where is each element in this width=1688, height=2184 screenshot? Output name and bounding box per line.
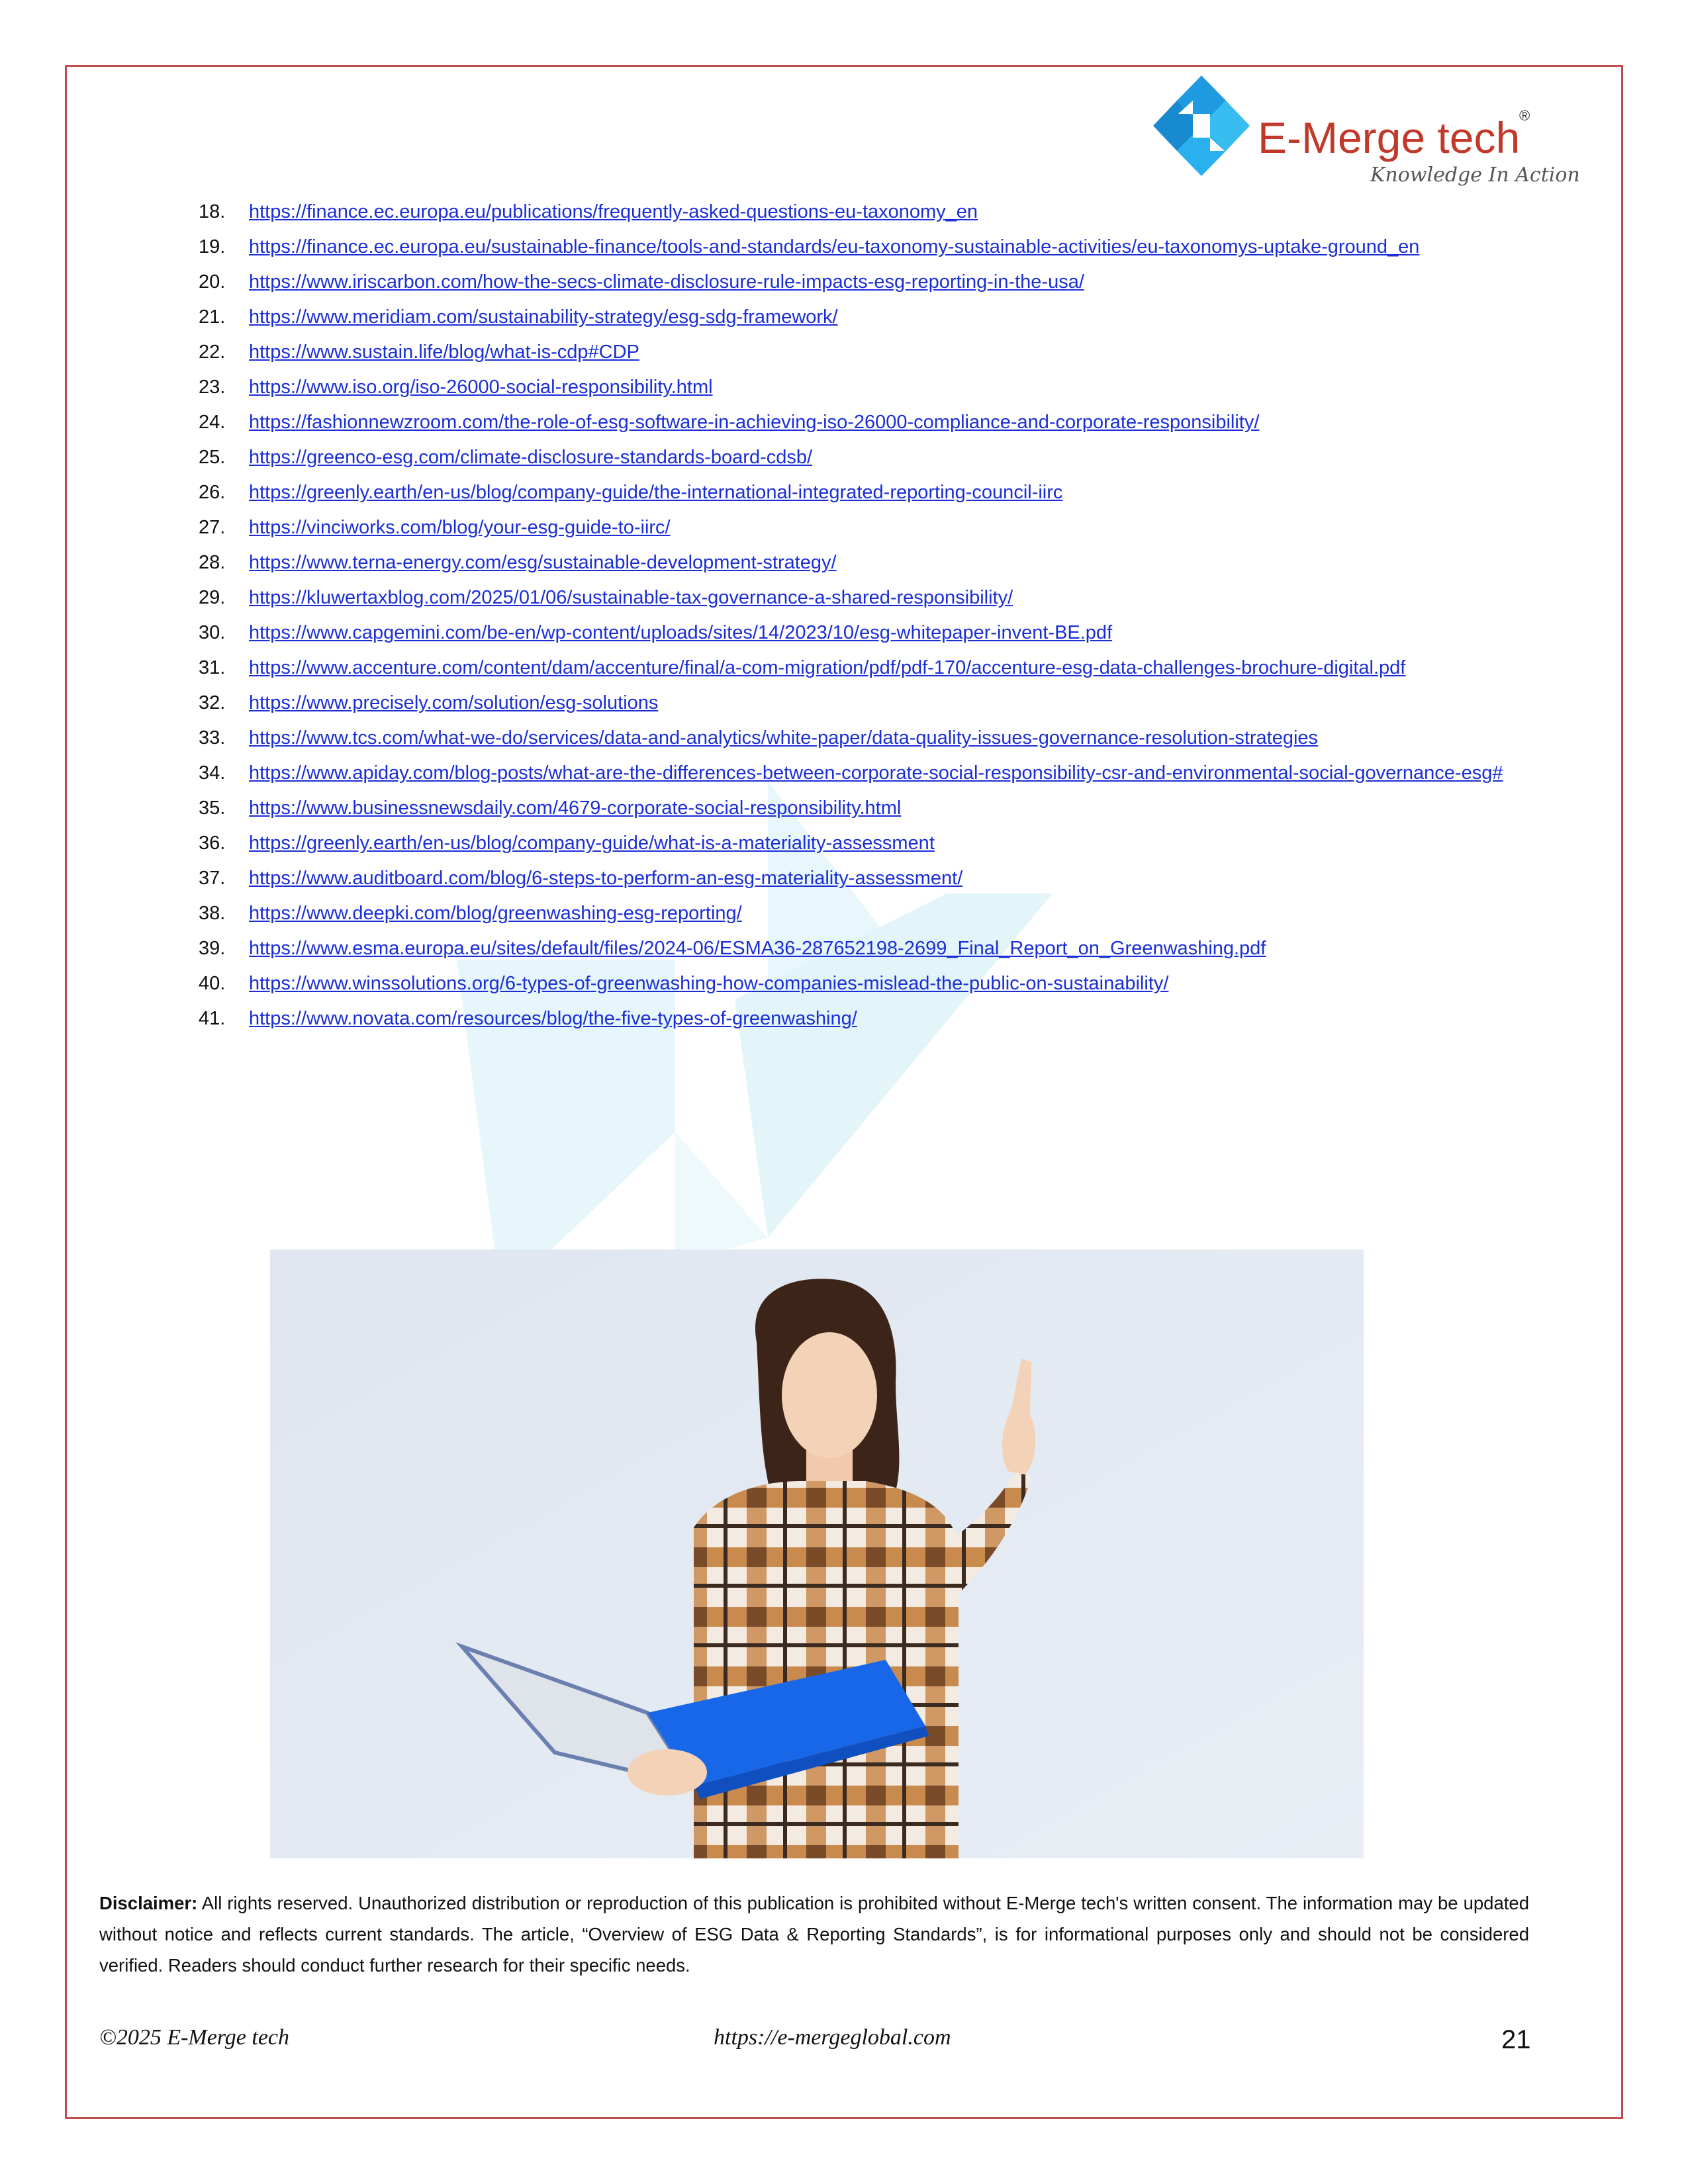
reference-item [199,479,1536,506]
reference-link[interactable]: https://www.capgemini.com/be-en/wp-content/uploads/sites/14/2023/10/esg-whitepaper-invent-BE.pdf [249,622,1113,643]
reference-item [199,304,1536,330]
disclaimer-label: Disclaimer: [99,1893,198,1913]
reference-link[interactable]: https://greenly.earth/en-us/blog/company-guide/what-is-a-materiality-assessment [249,833,935,854]
reference-link[interactable]: https://www.sustain.life/blog/what-is-cdp#CDP [249,341,639,363]
reference-number: 30. [199,622,226,643]
reference-link[interactable]: https://www.apiday.com/blog-posts/what-are-the-differences-between-corporate-social-responsibility-csr-and-environmental-social-governance-esg# [249,762,1503,784]
disclaimer [99,1888,1529,1981]
logo-registered-mark: ® [1519,107,1530,124]
reference-number: 33. [199,727,226,749]
reference-link[interactable]: https://greenly.earth/en-us/blog/company-guide/the-international-integrated-reporting-council-iirc [249,482,1063,503]
reference-item [199,514,1536,541]
reference-item [199,234,1536,260]
woman-with-folder-photo [270,1250,1364,1858]
reference-item [199,549,1536,576]
reference-link[interactable]: https://www.auditboard.com/blog/6-steps-to-perform-an-esg-materiality-assessment/ [249,868,963,889]
reference-item [199,760,1536,786]
reference-number: 24. [199,412,226,433]
reference-number: 27. [199,517,226,538]
reference-link[interactable]: https://kluwertaxblog.com/2025/01/06/sustainable-tax-governance-a-shared-responsibility/ [249,587,1013,608]
reference-item [199,935,1536,962]
reference-link[interactable]: https://fashionnewzroom.com/the-role-of-esg-software-in-achieving-iso-26000-compliance-and-corporate-responsibility/ [249,412,1260,433]
reference-number: 37. [199,868,226,889]
reference-link[interactable]: https://www.terna-energy.com/esg/sustainable-development-strategy/ [249,552,837,573]
reference-link[interactable]: https://www.precisely.com/solution/esg-solutions [249,692,659,713]
reference-item [199,725,1536,751]
reference-number: 31. [199,657,226,678]
reference-number: 35. [199,797,226,819]
reference-number: 19. [199,236,226,257]
reference-link[interactable]: https://www.meridiam.com/sustainability-strategy/esg-sdg-framework/ [249,306,838,328]
reference-item [199,900,1536,927]
reference-link[interactable]: https://greenco-esg.com/climate-disclosure-standards-board-cdsb/ [249,447,813,468]
reference-number: 29. [199,587,226,608]
reference-number: 36. [199,833,226,854]
reference-link[interactable]: https://finance.ec.europa.eu/sustainable-finance/tools-and-standards/eu-taxonomy-sustainable-activities/eu-taxonomys-uptake-ground_en [249,236,1420,257]
reference-item [199,584,1536,611]
reference-item [199,339,1536,365]
reference-item [199,444,1536,471]
reference-link[interactable]: https://www.deepki.com/blog/greenwashing-esg-reporting/ [249,903,742,924]
reference-item [199,830,1536,856]
reference-item [199,865,1536,891]
reference-item [199,795,1536,821]
reference-link[interactable]: https://www.businessnewsdaily.com/4679-corporate-social-responsibility.html [249,797,902,819]
reference-item [199,269,1536,295]
reference-number: 40. [199,973,226,994]
reference-item [199,1005,1536,1032]
reference-number: 28. [199,552,226,573]
reference-item [199,690,1536,716]
reference-number: 39. [199,938,226,959]
reference-number: 18. [199,201,226,222]
reference-link[interactable]: https://www.winssolutions.org/6-types-of-greenwashing-how-companies-mislead-the-public-on-sustainability/ [249,973,1169,994]
reference-link[interactable]: https://finance.ec.europa.eu/publications/frequently-asked-questions-eu-taxonomy_en [249,201,978,222]
page-number: 21 [1501,2025,1531,2054]
reference-number: 25. [199,447,226,468]
reference-link[interactable]: https://www.iso.org/iso-26000-social-responsibility.html [249,377,713,398]
reference-item [199,619,1536,646]
disclaimer-text: All rights reserved. Unauthorized distribution or reproduction of this publication is prohibited without E-Merge tech's written consent. The information may be updated without notice and reflects current standards. The article, “Overview of ESG Data & Reporting Standards”, is for informational purposes only and should not be considered verified. Readers should conduct further research for their specific needs. [99,1893,1529,1976]
reference-link[interactable]: https://www.tcs.com/what-we-do/services/data-and-analytics/white-paper/data-quality-issues-governance-resolution-strategies [249,727,1319,749]
reference-number: 41. [199,1008,226,1029]
reference-link[interactable]: https://www.esma.europa.eu/sites/default/files/2024-06/ESMA36-287652198-2699_Final_Report_on_Greenwashing.pdf [249,938,1266,959]
reference-list [199,199,1536,1040]
reference-number: 38. [199,903,226,924]
company-logo [1152,74,1580,193]
reference-number: 34. [199,762,226,784]
reference-number: 21. [199,306,226,328]
reference-link[interactable]: https://www.iriscarbon.com/how-the-secs-climate-disclosure-rule-impacts-esg-reporting-in-the-usa/ [249,271,1084,293]
reference-number: 32. [199,692,226,713]
reference-number: 20. [199,271,226,293]
footer-copyright: ©2025 E-Merge tech [99,2025,290,2050]
reference-item [199,374,1536,400]
logo-tagline: Knowledge In Action [1370,163,1580,187]
reference-number: 26. [199,482,226,503]
emerge-logo-icon [1152,74,1251,180]
reference-item [199,655,1536,681]
reference-link[interactable]: https://vinciworks.com/blog/your-esg-guide-to-iirc/ [249,517,671,538]
footer-website-link[interactable]: https://e-mergeglobal.com [714,2025,951,2050]
reference-item [199,199,1536,225]
reference-item [199,970,1536,997]
logo-title: E-Merge tech [1258,113,1521,162]
reference-link[interactable]: https://www.novata.com/resources/blog/the-five-types-of-greenwashing/ [249,1008,857,1029]
reference-number: 22. [199,341,226,363]
reference-item [199,409,1536,435]
reference-number: 23. [199,377,226,398]
reference-link[interactable]: https://www.accenture.com/content/dam/accenture/final/a-com-migration/pdf/pdf-170/accenture-esg-data-challenges-brochure-digital.pdf [249,657,1406,678]
